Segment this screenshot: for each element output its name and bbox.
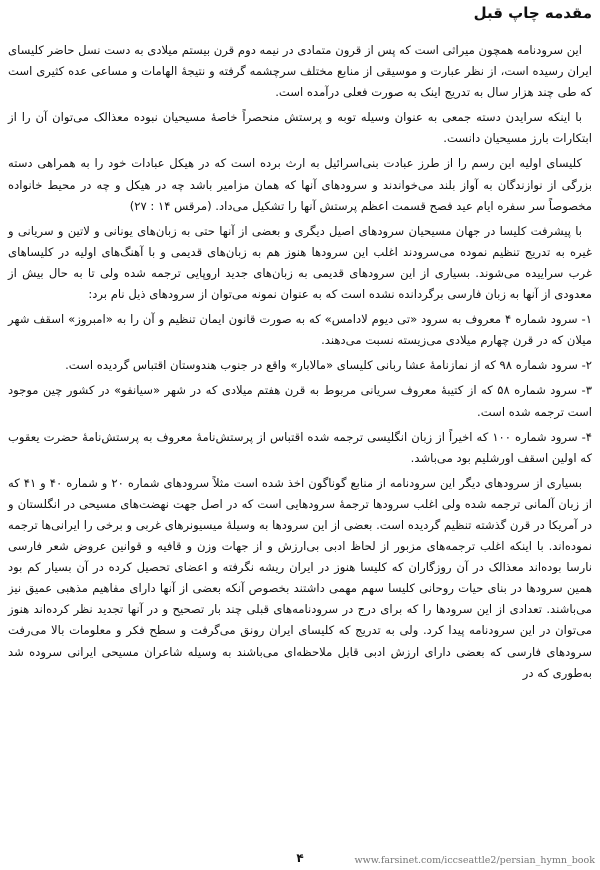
list-item: ۳- سرود شماره ۵۸ که از کتیبهٔ معروف سریانی مربوط به قرن هفتم میلادی که در شهر «سیانفو» در کشور چین موجود است ترجمه شده است. — [8, 383, 592, 419]
page-title: مقدمه چاپ قبل — [473, 4, 592, 22]
paragraph-3: کلیسای اولیه این رسم را از طرز عبادت بنی‌اسرائیل به ارث برده است که در هیکل عبادات خود را به همراهی دسته بزرگی از نوازندگان به آواز بلند می‌خواندند و سرودهای آنها که همان مزامیر باشد چه در هیکل و چه در محیط خانواده مخصوصاً سر سفره ایام عید فصح قسمت اعظم پرستش آنها را تشکیل می‌داد. (مرقس ۱۴ : ۲۷) — [8, 156, 592, 213]
paragraph-1: این سرودنامه همچون میراثی است که پس از قرون متمادی در نیمه دوم قرن بیستم میلادی به دست نسل حاضر کلیسای ایران رسیده است، از نظر عبارت و موسیقی از منابع مختلف سرچشمه گرفته و نتیجهٔ الهامات و مساعی عده کثیری است که طی چند هزار سال به تدریج اینک به صورت فعلی درآمده است. — [8, 43, 592, 100]
list-item: ۲- سرود شماره ۹۸ که از نمازنامهٔ عشا ربانی کلیسای «مالابار» واقع در جنوب هندوستان اقتباس گردیده است. — [65, 358, 592, 373]
paragraph-2: با اینکه سرایدن دسته جمعی به عنوان وسیله توبه و پرستش منحصراً خاصهٔ مسیحیان نبوده معذالک می‌توان آن را از ابتکارات بارز مسیحیان دانست. — [8, 110, 592, 146]
list-item: ۱- سرود شماره ۴ معروف به سرود «تی دیوم لادامس» که به صورت قانون ایمان تنظیم و آن را به «امبروز» اسقف شهر میلان که در قرن چهارم میلادی می‌زیسته نسبت می‌دهند. — [8, 312, 592, 348]
list-item: ۴- سرود شماره ۱۰۰ که اخیراً از زبان انگلیسی ترجمه شده اقتباس از پرستش‌نامهٔ معروف به پرستش‌نامهٔ حضرت یعقوب که اولین اسقف اورشلیم بود می‌باشد. — [8, 429, 592, 465]
footer-url: www.farsinet.com/iccseattle2/persian_hymn_book — [354, 855, 595, 866]
paragraph-4: با پیشرفت کلیسا در جهان مسیحیان سرودهای اصیل دیگری و بعضی از آنها حتی به زبان‌های یونانی و لاتین و سریانی و غیره به تدریج تنظیم نموده می‌سرودند اغلب این سرودها هنوز هم به زبان‌های قدیمی و با آهنگ‌های اولیه در کلیساهای غرب سراییده می‌شوند. بسیاری از این سرودهای قدیمی به زبان‌های جدید اروپایی ترجمه شده ولی تا به حال بیش از معدودی از آنها به زبان فارسی برگردانده نشده است که به عنوان نمونه می‌توان از سرودهای ذیل نام برد: — [8, 223, 592, 302]
closing-paragraph: بسیاری از سرودهای دیگر این سرودنامه از منابع گوناگون اخذ شده است مثلاً سرودهای شماره ۲۰ و شماره ۴۰ و ۴۱ که از زبان آلمانی ترجمه شده ولی اغلب سرودها ترجمهٔ سرودهایی است که در اصل جهت نهضت‌های مسیحی در انگلستان و در آمریکا در قرن گذشته تنظیم گردیده است. بعضی از این سرودها به وسیلهٔ میسیونرهای غربی و برخی را ایرانی‌ها ترجمه نموده‌اند. با اینکه اغلب ترجمه‌های مزبور از لحاظ ادبی بی‌ارزش و از جهات وزن و قافیه و قوانین عروض شعر فارسی نارسا بوده‌اند معذالک در آن روزگاران که کلیسا هنوز در ایران ریشه نگرفته و اعضای تحصیل کرده در آن بسیار کم بود همین سرودها در بنای حیات روحانی کلیسا سهم مهمی داشتند بخصوص آنکه بعضی از آنها دارای مفاهیم مذهبی عمیق نیز می‌باشند. تعدادی از این سرودها را که برای درج در سرودنامه‌های قبلی چند بار تصحیح و در آنها تجدید نظر کرده‌اند هنوز می‌توان در این سرودنامه پیدا کرد. ولی به تدریج که کلیسای ایران رونق می‌گرفت و سطح فکر و معلومات بالا می‌رفت سرودهای فارسی که بعضی دارای ارزش ادبی قابل ملاحظه‌ای می‌باشند به وسیله شاعران مسیحی ایرانی سروده شد به‌طوری که در — [8, 475, 592, 680]
document-body — [8, 40, 592, 688]
page-number: ۴ — [296, 851, 304, 865]
